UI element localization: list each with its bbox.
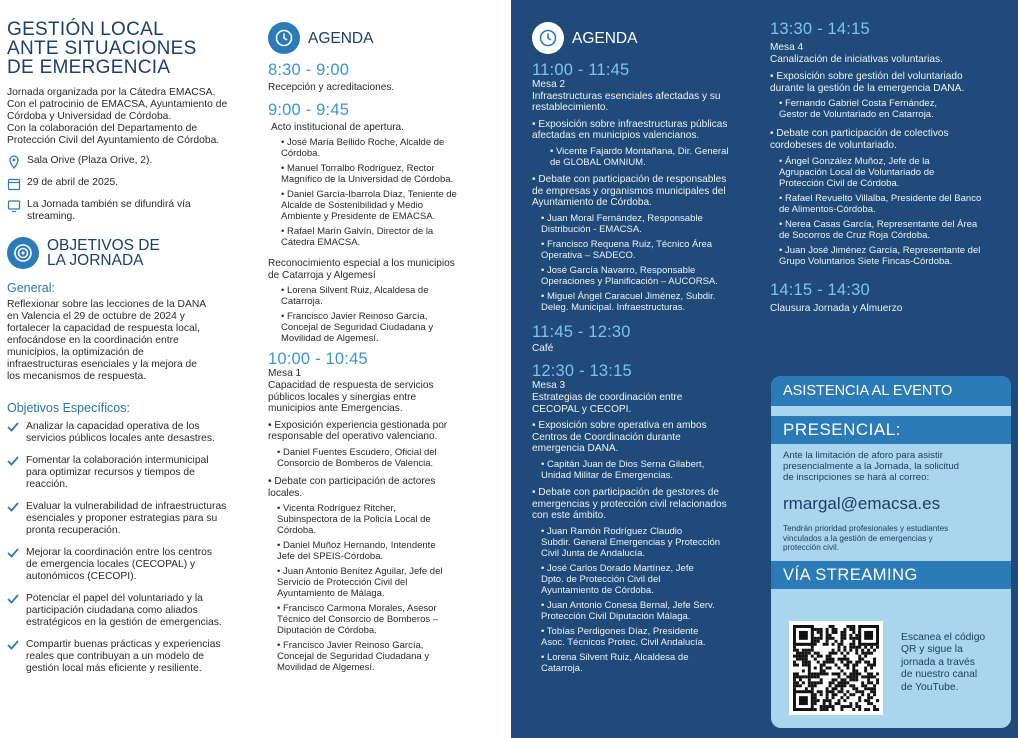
speaker-line: • Francisco Requena Ruiz, Técnico Área [541,238,713,250]
mesa-text: Capacidad de respuesta de servicios públicos locales y sinergias entre municipios ante Emergencias. [268,379,434,415]
objective-line: de emergencia locales (CECOPAL) y [26,559,196,570]
exposition-item: • Exposición sobre gestión del voluntariado durante la gestión de la emergencia DANA. [770,71,965,94]
speaker-line: • Daniel Fuentes Escudero, Oficial del [277,446,437,458]
speaker-item [532,146,767,168]
exposition-item: • Exposición sobre infraestructuras públicas afectadas en municipios valencianos. [532,118,728,142]
speaker-line: Cátedra EMACSA. [281,237,361,249]
objective-line: Evaluar la vulnerabilidad de infraestructuras [26,501,227,512]
speaker-item [272,189,504,222]
slot-text: Clausura Jornada y Almuerzo [770,302,903,314]
speaker-item [770,156,1015,189]
agenda-panel-dark [511,0,1018,738]
qr-code-icon[interactable] [789,621,883,715]
speaker-item [770,219,1015,241]
speaker-item [272,226,504,248]
objective-line: participación ciudadana como aliados [26,605,198,616]
date-line: 29 de abril de 2025. [7,177,250,191]
exposition-item: • Exposición sobre operativa en ambos Centros de Coordinación durante emergencia DANA. [532,420,707,455]
email-link[interactable]: rmargal@emacsa.es [783,494,941,513]
speaker-item [770,193,1015,215]
speaker-item [532,213,767,235]
speaker-line: Subdir. General Emergencias y Protección [541,536,721,548]
speaker-line: • Juan José Jiménez García, Representante del [779,244,981,256]
slot-text: Café [532,342,554,354]
speaker-item [770,245,1015,267]
speaker-line: • José Carlos Dorado Martínez, Jefe [541,562,694,574]
objective-line: Analizar la capacidad operativa de los [26,421,200,432]
speaker-line: Protección Civil de Córdoba. [779,177,900,189]
speaker-item [770,98,1015,120]
speaker-line: Córdoba. [281,148,321,160]
speaker-item [272,137,504,159]
speaker-line: Civil Junta de Andalucía. [541,547,646,559]
presencial-title: PRESENCIAL: [771,416,1011,444]
objective-line: estratégicos en la gestión de emergencias. [26,617,222,628]
attendance-title: ASISTENCIA AL EVENTO [771,376,1011,406]
speaker-line: • Nerea Casas García, Representante del Área [779,218,978,230]
speaker-line: • Fernando Gabriel Costa Fernández, [779,98,938,110]
speaker-item [268,640,504,673]
speaker-line: de Socorros de Cruz Roja Córdoba. [779,229,931,241]
time-slot: 12:30 - 13:15 [532,362,632,381]
speaker-line: Deleg. Municipal. Infraestructuras. [541,301,686,313]
speaker-line: • Vicenta Rodríguez Ritcher, [277,503,396,515]
specific-objectives-list [7,421,250,675]
speaker-line: • Capitán Juan de Dios Serna Gilabert, [541,458,705,470]
slot-text: Acto institucional de apertura. [271,121,404,133]
speaker-line: Jefe del SPEIS-Córdoba. [277,551,384,563]
objective-item [7,593,250,629]
mesa-label: Mesa 4 [770,42,804,53]
time-slot: 9:00 - 9:45 [268,100,350,119]
speaker-item [272,311,504,344]
objective-item [7,639,250,675]
speaker-line: • Rafael Revuelto Villalba, Presidente del Banco [779,192,982,204]
speaker-line: • Miguel Ángel Caracuel Jiménez, Subdir. [541,290,716,302]
speaker-item [532,291,767,313]
speaker-item [272,285,504,307]
speaker-item [532,652,767,674]
objective-line: Compartir buenas prácticas y experiencias [26,639,221,650]
time-slot: 11:45 - 12:30 [532,322,631,341]
speaker-line: Movilidad de Algemesí. [277,662,375,674]
speaker-item [532,600,767,622]
objective-line: reacción. [26,479,68,490]
objective-line: Potenciar el papel del voluntariado y la [26,593,203,604]
page-title: GESTIÓN LOCAL ANTE SITUACIONES DE EMERGENCIA [7,19,197,78]
speaker-line: Ayuntamiento de Málaga. [277,588,385,600]
speaker-line: • Manuel Torralbo Rodríguez, Rector [281,163,435,175]
attendance-card [771,376,1011,728]
speaker-line: Unidad Militar de Emergencias. [541,469,674,481]
mesa-label: Mesa 1 [268,368,302,380]
speaker-line: Operativa – SADECO. [541,249,636,261]
time-slot: 8:30 - 9:00 [268,61,350,79]
speaker-line: Diputación de Córdoba. [277,625,377,637]
speaker-line: • Francisco Javier Reinoso García, [277,640,424,652]
check-icon [7,594,19,604]
objective-item [7,421,250,445]
objective-line: esenciales y proponer estrategias para su [26,513,218,524]
speaker-line: Córdoba. [277,525,317,537]
target-icon [12,242,34,264]
speaker-line: • Tobías Perdigones Díaz, Presidente [541,625,699,637]
slot-text: Recepción y acreditaciones. [268,82,395,93]
objective-item [7,455,250,491]
check-icon [7,548,19,558]
speaker-line: • Juan Ramón Rodríguez Claudio [541,525,683,537]
intro-text: Jornada organizada por la Cátedra EMACSA. Con el patrocinio de EMACSA, Ayuntamiento de Córdoba y Universidad de Córdoba. Con la colaboración del Departamento de Protección Civil del Ayuntamiento de Córdoba. [7,87,228,146]
speaker-line: Movilidad de Algemesí. [281,333,379,345]
speaker-line: • Juan Antonio Conesa Bernal, Jefe Serv. [541,599,715,611]
speaker-item [532,459,767,481]
speaker-item [268,447,504,469]
location-line: Sala Orive (Plaza Orive, 2). [7,155,250,169]
speaker-line: Protección Civil Diputación Málaga. [541,610,691,622]
speaker-line: Concejal de Seguridad Ciudadana y [277,651,430,663]
speaker-line: • Daniel García-Ibarrola Díaz, Teniente de [281,189,457,201]
exposition-item: • Exposición experiencia gestionada por responsable del operativo valenciano. [268,419,448,443]
mesa-text: Estrategias de coordinación entre CECOPAL y CECOPI. [532,391,683,415]
speaker-line: • Ángel González Muñoz, Jefe de la [779,155,930,167]
objective-line: Mejorar la coordinación entre los centros [26,547,213,558]
speaker-line: Ayuntamiento de Córdoba. [541,584,654,596]
speaker-line: Gestor de Voluntariado en Catarroja. [779,109,934,121]
check-icon [7,502,19,512]
speaker-line: • José García Navarro, Responsable [541,264,696,276]
check-icon [7,640,19,650]
speaker-line: • Lorena Silvent Ruiz, Alcaldesa de [541,651,689,663]
debate-item: • Debate con participación de colectivos cordobeses de voluntariado. [770,128,949,151]
agenda-heading: AGENDA [268,22,504,54]
time-slot: 14:15 - 14:30 [770,280,870,299]
speaker-line: Catarroja. [541,662,583,674]
qr-instructions: Escanea el código QR y sigue la jornada a través de nuestro canal de YouTube. [901,632,986,693]
speaker-line: • Vicente Fajardo Montañana, Dir. General [550,145,729,157]
speaker-item [268,566,504,599]
calendar-icon [7,177,21,191]
recognition-text: Reconocimiento especial a los municipios de Catarroja y Algemesí [268,258,455,281]
objective-line: reales que contribuyan a un modelo de [26,651,205,662]
objective-item [7,547,250,583]
time-slot: 11:00 - 11:45 [532,61,630,79]
speaker-line: de Alimentos-Córdoba. [779,203,876,215]
speaker-line: Dpto. de Protección Civil del [541,573,661,585]
speaker-item [532,626,767,648]
mesa-label: Mesa 3 [532,380,566,392]
objective-line: servicios públicos locales ante desastres. [26,433,215,444]
objective-line: autonómicos (CECOPI). [26,571,137,582]
time-slot: 10:00 - 10:45 [268,350,368,369]
time-slot: 13:30 - 14:15 [770,20,870,38]
speaker-line: Concejal de Seguridad Ciudadana y [281,322,434,334]
speaker-line: • Lorena Silvent Ruiz, Alcaldesa de [281,285,429,297]
mesa-text: Infraestructuras esenciales afectadas y su restablecimiento. [532,90,721,114]
objective-item [7,501,250,537]
speaker-line: Grupo Voluntarios Siete Fincas-Córdoba. [779,255,953,267]
speaker-line: Operaciones y Planificación – AUCORSA. [541,275,718,287]
speaker-item [532,563,767,596]
speaker-line: Magnífico de la Universidad de Córdoba. [281,174,454,186]
speaker-item [272,163,504,185]
speaker-line: Técnico del Consorcio de Bomberos – [277,614,439,626]
mesa-text: Canalización de iniciativas voluntarias. [770,53,943,65]
streaming-title: VÍA STREAMING [771,561,1011,589]
agenda-column-3 [770,20,1015,314]
speaker-line: • Juan Antonio Benítez Aguilar, Jefe del [277,566,443,578]
speaker-item [532,239,767,261]
speaker-line: • Francisco Carmona Morales, Asesor [277,603,437,615]
general-label: General: [7,281,55,295]
speaker-line: • José María Bellido Roche, Alcalde de [281,137,445,149]
speaker-line: Ambiente y Presidente de EMACSA. [281,211,436,223]
objective-line: Fomentar la colaboración intermunicipal [26,455,209,466]
objective-line: pronta recuperación. [26,525,121,536]
specific-label: Objetivos Específicos: [7,401,130,415]
speaker-line: Distribución - EMACSA. [541,223,642,235]
speaker-line: Alcalde de Sostenibilidad y Medio [281,200,424,212]
agenda-column-2 [532,22,767,674]
speaker-line: Agrupación Local de Voluntariado de [779,166,935,178]
speaker-line: • Francisco Javier Reinoso García, [281,311,428,323]
clock-icon [274,28,294,48]
speaker-line: Consorcio de Bomberos de Valencia. [277,457,434,469]
speaker-line: Catarroja. [281,296,323,308]
screen-icon [7,199,21,213]
debate-item: • Debate con participación de gestores de emergencias y protección civil relacionados con este ámbito. [532,486,727,522]
check-icon [7,456,19,466]
objectives-heading: OBJETIVOS DE LA JORNADA [7,237,250,269]
agenda-heading: AGENDA [532,22,767,54]
objective-line: para optimizar recursos y tiempos de [26,467,195,478]
speaker-item [268,603,504,636]
speaker-item [268,503,504,536]
check-icon [7,422,19,432]
aforo-text: Ante la limitación de aforo para asistir presencialmente a la Jornada, la solicitud de inscripciones se hará al correo: [783,450,959,483]
left-column [0,0,258,738]
clock-icon [538,28,558,48]
objective-line: gestión local más eficiente y resiliente. [26,663,202,674]
location-icon [7,155,21,169]
debate-item: • Debate con participación de responsables de empresas y organismos municipales del Ayuntamiento de Córdoba. [532,173,727,209]
general-text: Reflexionar sobre las lecciones de la DANA en Valencia el 29 de octubre de 2024 y fortalecer la capacidad de respuesta local, enfocándose en la coordinación entre municipios, la optimización de infraestructuras esenciales y la mejora de los mecanismos de respuesta. [7,299,207,382]
streaming-line: La Jornada también se difundirá vía streaming. [7,199,250,223]
speaker-line: • Rafael Marín Galvín, Director de la [281,226,434,238]
priority-text: Tendrán prioridad profesionales y estudiantes vinculados a la gestión de emergencias y protección civil. [783,524,949,553]
speaker-item [532,265,767,287]
speaker-item [532,526,767,559]
speaker-line: • Daniel Muñoz Hernando, Intendente [277,540,436,552]
mesa-label: Mesa 2 [532,79,566,90]
agenda-column-1 [260,0,510,738]
speaker-line: Asoc. Técnicos Protec. Civil Andalucía. [541,636,706,648]
speaker-line: de GLOBAL OMNIUM. [550,156,646,168]
speaker-line: Subinspectora de la Policía Local de [277,514,431,526]
speaker-line: Servicio de Protección Civil del [277,577,408,589]
debate-item: • Debate con participación de actores locales. [268,475,436,499]
speaker-item [268,540,504,562]
speaker-line: • Juan Moral Fernández, Responsable [541,212,703,224]
